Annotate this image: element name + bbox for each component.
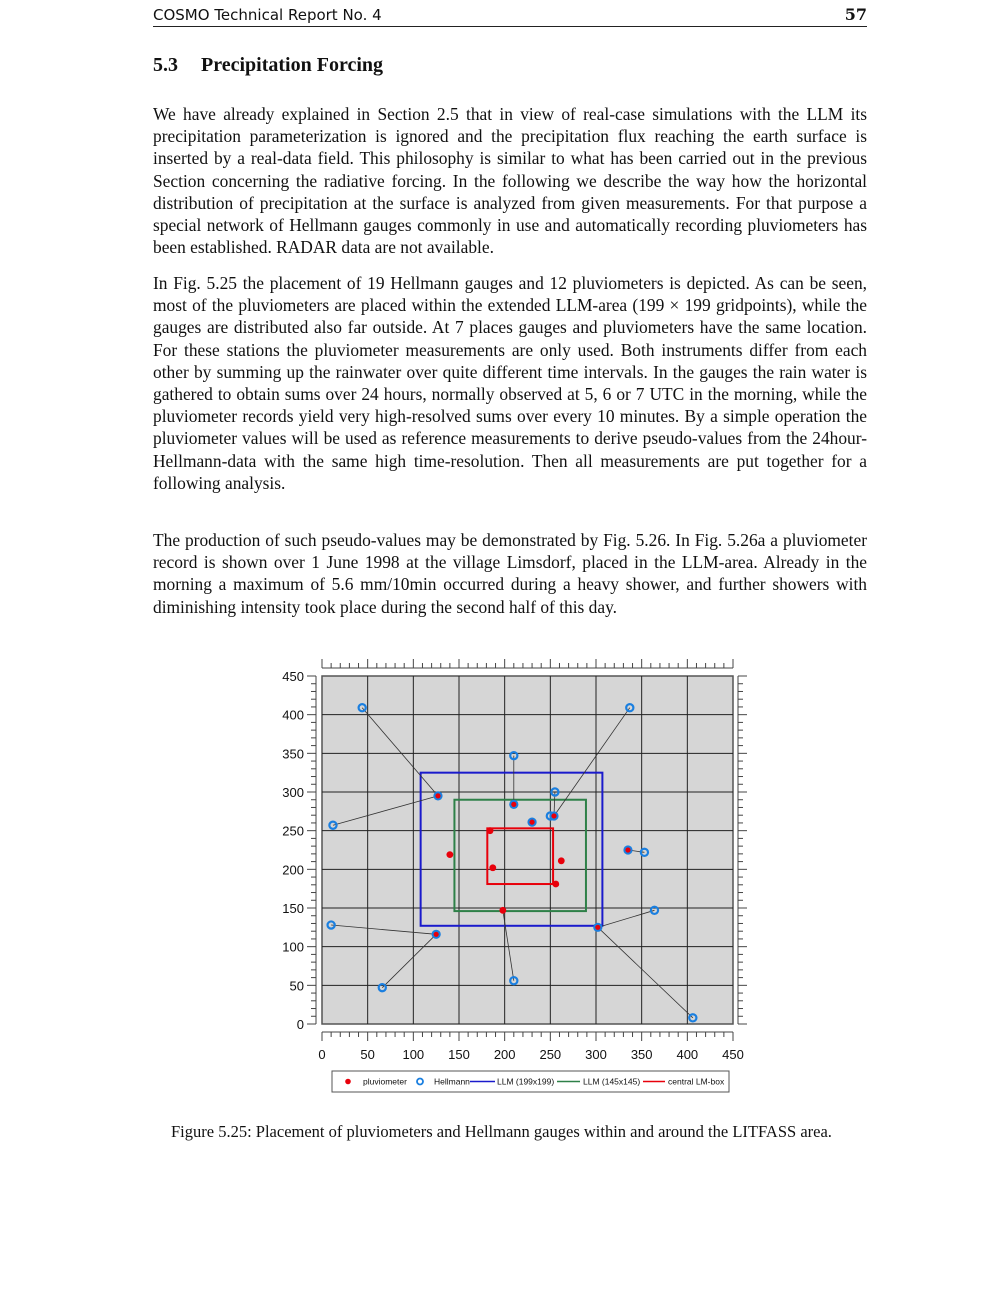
pluviometer-marker	[499, 907, 506, 914]
y-tick-label: 100	[282, 939, 304, 955]
legend-label: pluviometer	[363, 1076, 407, 1087]
station-scatter-plot	[270, 655, 770, 1105]
legend-pluviometer-icon	[345, 1079, 351, 1085]
paragraph-2: In Fig. 5.25 the placement of 19 Hellmann gauges and 12 pluviometers is depicted. As can be seen, most of the pluviometers are placed within the extended LLM-area (199 × 199 gridpoints), while the gauges are distributed also far outside. At 7 places gauges and pluviometers have the same location. For these stations the pluviometer measurements are only used. Both instruments differ from each other by summing up the rainwater over quite different time intervals. In the gauges the rain water is gathered to obtain sums over 24 hours, normally observed at 5, 6 or 7 UTC in the morning, while the pluviometer records yield very high-resolved sums over every 10 minutes. By a simple operation the pluviometer values will be used as reference measurements to derive pseudo-values from the 24hour-Hellmann-data with the same high time-resolution. Then all measurements are put together for a following analysis.	[153, 273, 867, 493]
y-tick-label: 250	[282, 823, 304, 839]
pluviometer-marker	[489, 864, 496, 871]
y-tick-label: 0	[296, 1017, 304, 1032]
y-tick-label: 50	[289, 978, 304, 994]
colocated-marker-dot	[435, 793, 440, 798]
pluviometer-marker	[558, 857, 565, 864]
report-title: COSMO Technical Report No. 4	[153, 6, 382, 24]
pluviometer-marker	[446, 851, 453, 858]
legend-label: central LM-box	[668, 1076, 725, 1087]
legend-label: LLM (199x199)	[497, 1076, 555, 1087]
paragraph-3: The production of such pseudo-values may be demonstrated by Fig. 5.26. In Fig. 5.26a a pluviometer record is shown over 1 June 1998 at the village Limsdorf, placed in the LLM-area. Already in the morning a maximum of 5.6 mm/10min occurred during a heavy shower, and further showers with diminishing intensity took place during the second half of this day.	[153, 530, 867, 617]
y-tick-label: 200	[282, 862, 304, 878]
colocated-marker-dot	[625, 847, 630, 852]
x-tick-label: 350	[630, 1047, 653, 1062]
x-tick-label: 50	[360, 1047, 375, 1062]
colocated-marker-dot	[529, 820, 534, 825]
x-tick-label: 100	[402, 1047, 425, 1062]
plot-area	[322, 676, 733, 1024]
paragraph-1: We have already explained in Section 2.5 that in view of real-case simulations with the LLM its precipitation parameterization is ignored and the precipitation flux reaching the earth surface is inserted by a real-data field. This philosophy is similar to what has been carried out in the previous Section concerning the radiative forcing. In the following we describe the way how the horizontal distribution of precipitation at the surface is analyzed from given measurements. For that purpose a special network of Hellmann gauges commonly in use and automatically recording pluviometers has been established. RADAR data are not available.	[153, 104, 867, 258]
y-tick-label: 300	[282, 785, 304, 800]
section-number: 5.3	[153, 54, 178, 76]
colocated-marker-dot	[551, 813, 556, 818]
section-title: Precipitation Forcing	[201, 54, 384, 76]
running-header	[153, 4, 867, 27]
x-tick-label: 200	[493, 1047, 516, 1062]
y-tick-label: 400	[282, 707, 304, 723]
legend-label: LLM (145x145)	[583, 1076, 641, 1087]
x-tick-label: 0	[318, 1047, 326, 1062]
figure-caption: Figure 5.25: Placement of pluviometers and Hellmann gauges within and around the LITFASS area.	[171, 1122, 832, 1141]
colocated-marker-dot	[511, 802, 516, 807]
x-tick-label: 150	[448, 1047, 470, 1062]
pluviometer-marker	[552, 881, 559, 888]
pluviometer-marker	[487, 827, 494, 834]
x-tick-label: 300	[585, 1047, 607, 1062]
x-tick-label: 250	[539, 1047, 562, 1062]
x-tick-label: 400	[676, 1047, 699, 1062]
y-tick-label: 450	[282, 669, 304, 684]
colocated-marker-dot	[595, 925, 600, 930]
x-tick-label: 450	[722, 1047, 744, 1062]
section-heading	[153, 54, 383, 77]
page-number: 57	[844, 5, 867, 24]
colocated-marker-dot	[434, 932, 439, 937]
station-map-figure	[270, 655, 770, 1105]
y-tick-label: 150	[282, 901, 304, 916]
legend-label: Hellmann	[434, 1076, 470, 1087]
y-tick-label: 350	[282, 746, 304, 762]
